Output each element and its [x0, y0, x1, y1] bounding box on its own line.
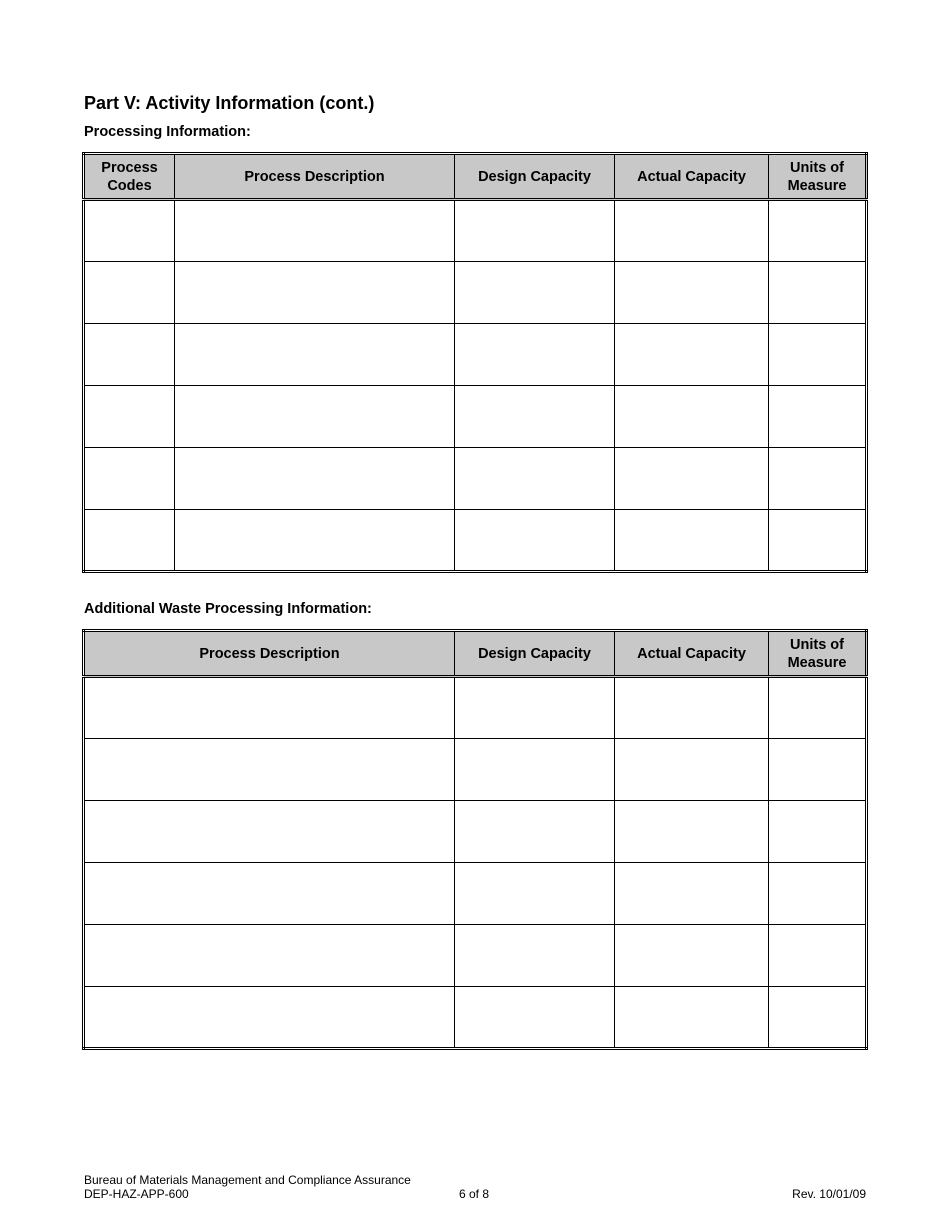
design-capacity-input[interactable]	[455, 863, 614, 924]
actual-capacity-cell	[615, 448, 769, 510]
actual-capacity-cell	[615, 863, 769, 925]
units-of-measure-cell	[769, 262, 867, 324]
units-of-measure-cell	[769, 739, 867, 801]
process-description-header: Process Description	[175, 154, 455, 200]
actual-capacity-input[interactable]	[615, 448, 768, 509]
design-capacity-input[interactable]	[455, 386, 614, 447]
process-description-cell	[84, 801, 455, 863]
design-capacity-cell	[455, 510, 615, 572]
units-of-measure-cell	[769, 925, 867, 987]
actual-capacity-cell	[615, 200, 769, 262]
process-description-cell	[84, 925, 455, 987]
process-description-cell	[175, 448, 455, 510]
process-description-cell	[175, 324, 455, 386]
process-codes-input[interactable]	[85, 324, 174, 385]
process-description-input[interactable]	[175, 510, 454, 570]
design-capacity-cell	[455, 739, 615, 801]
units-of-measure-header: Units of Measure	[769, 631, 867, 677]
process-description-cell	[175, 200, 455, 262]
actual-capacity-header: Actual Capacity	[615, 154, 769, 200]
actual-capacity-input[interactable]	[615, 863, 768, 924]
process-codes-cell	[84, 448, 175, 510]
actual-capacity-input[interactable]	[615, 739, 768, 800]
additional-processing-rows	[84, 677, 867, 1049]
design-capacity-input[interactable]	[455, 678, 614, 738]
units-of-measure-input[interactable]	[769, 386, 865, 447]
process-codes-cell	[84, 200, 175, 262]
footer-bureau: Bureau of Materials Management and Compliance Assurance	[84, 1173, 411, 1187]
table-row	[84, 987, 867, 1049]
process-codes-header: Process Codes	[84, 154, 175, 200]
design-capacity-header: Design Capacity	[455, 154, 615, 200]
footer-revision: Rev. 10/01/09	[792, 1187, 866, 1201]
table-header-row	[84, 631, 867, 677]
table-row	[84, 677, 867, 739]
actual-capacity-header: Actual Capacity	[615, 631, 769, 677]
process-codes-input[interactable]	[85, 262, 174, 323]
units-of-measure-cell	[769, 987, 867, 1049]
design-capacity-cell	[455, 801, 615, 863]
actual-capacity-cell	[615, 801, 769, 863]
processing-info-table	[82, 152, 868, 573]
actual-capacity-input[interactable]	[615, 201, 768, 261]
process-codes-cell	[84, 386, 175, 448]
actual-capacity-cell	[615, 510, 769, 572]
actual-capacity-input[interactable]	[615, 678, 768, 738]
page-footer	[84, 1173, 866, 1201]
design-capacity-input[interactable]	[455, 448, 614, 509]
design-capacity-cell	[455, 324, 615, 386]
units-of-measure-input[interactable]	[769, 739, 865, 800]
process-description-input[interactable]	[175, 262, 454, 323]
units-of-measure-input[interactable]	[769, 324, 865, 385]
design-capacity-input[interactable]	[455, 324, 614, 385]
process-description-input[interactable]	[85, 925, 454, 986]
table-row	[84, 448, 867, 510]
actual-capacity-cell	[615, 925, 769, 987]
units-of-measure-cell	[769, 386, 867, 448]
design-capacity-cell	[455, 448, 615, 510]
design-capacity-header: Design Capacity	[455, 631, 615, 677]
units-of-measure-input[interactable]	[769, 262, 865, 323]
units-of-measure-cell	[769, 801, 867, 863]
process-description-cell	[84, 739, 455, 801]
table-row	[84, 510, 867, 572]
process-codes-cell	[84, 262, 175, 324]
table-row	[84, 863, 867, 925]
units-of-measure-input[interactable]	[769, 801, 865, 862]
units-of-measure-input[interactable]	[769, 863, 865, 924]
actual-capacity-cell	[615, 324, 769, 386]
units-of-measure-input[interactable]	[769, 678, 865, 738]
table-row	[84, 200, 867, 262]
process-description-input[interactable]	[175, 448, 454, 509]
process-description-input[interactable]	[85, 678, 454, 738]
actual-capacity-input[interactable]	[615, 987, 768, 1047]
table-row	[84, 386, 867, 448]
actual-capacity-input[interactable]	[615, 510, 768, 570]
actual-capacity-cell	[615, 987, 769, 1049]
process-codes-cell	[84, 324, 175, 386]
additional-processing-title: Additional Waste Processing Information:	[84, 601, 372, 617]
design-capacity-input[interactable]	[455, 801, 614, 862]
page-title: Part V: Activity Information (cont.)	[84, 93, 375, 113]
units-of-measure-input[interactable]	[769, 510, 865, 570]
table-row	[84, 739, 867, 801]
process-description-cell	[84, 677, 455, 739]
process-codes-cell	[84, 510, 175, 572]
units-of-measure-cell	[769, 863, 867, 925]
design-capacity-cell	[455, 262, 615, 324]
design-capacity-input[interactable]	[455, 262, 614, 323]
units-of-measure-input[interactable]	[769, 448, 865, 509]
process-description-cell	[175, 262, 455, 324]
table-row	[84, 801, 867, 863]
table-row	[84, 925, 867, 987]
footer-page-number: 6 of 8	[459, 1187, 490, 1201]
table-row	[84, 262, 867, 324]
process-description-input[interactable]	[175, 324, 454, 385]
design-capacity-cell	[455, 386, 615, 448]
actual-capacity-input[interactable]	[615, 324, 768, 385]
units-of-measure-cell	[769, 200, 867, 262]
processing-info-title: Processing Information:	[84, 124, 251, 140]
actual-capacity-cell	[615, 386, 769, 448]
process-description-input[interactable]	[175, 201, 454, 261]
design-capacity-input[interactable]	[455, 739, 614, 800]
actual-capacity-cell	[615, 262, 769, 324]
units-of-measure-input[interactable]	[769, 925, 865, 986]
process-description-cell	[84, 863, 455, 925]
process-description-input[interactable]	[175, 386, 454, 447]
table-header-row	[84, 154, 867, 200]
design-capacity-input[interactable]	[455, 510, 614, 570]
actual-capacity-cell	[615, 677, 769, 739]
process-description-cell	[175, 386, 455, 448]
units-of-measure-header: Units of Measure	[769, 154, 867, 200]
footer-form-id: DEP-HAZ-APP-600	[84, 1187, 189, 1201]
design-capacity-input[interactable]	[455, 201, 614, 261]
actual-capacity-input[interactable]	[615, 801, 768, 862]
processing-info-rows	[84, 200, 867, 572]
design-capacity-input[interactable]	[455, 987, 614, 1047]
actual-capacity-cell	[615, 739, 769, 801]
process-description-input[interactable]	[85, 863, 454, 924]
actual-capacity-input[interactable]	[615, 386, 768, 447]
process-description-input[interactable]	[85, 739, 454, 800]
process-codes-input[interactable]	[85, 201, 174, 261]
design-capacity-cell	[455, 987, 615, 1049]
design-capacity-cell	[455, 200, 615, 262]
process-description-input[interactable]	[85, 987, 454, 1047]
process-description-cell	[84, 987, 455, 1049]
process-description-input[interactable]	[85, 801, 454, 862]
process-codes-input[interactable]	[85, 386, 174, 447]
units-of-measure-cell	[769, 448, 867, 510]
additional-processing-table	[82, 629, 868, 1050]
process-description-header: Process Description	[84, 631, 455, 677]
units-of-measure-cell	[769, 510, 867, 572]
table-row	[84, 324, 867, 386]
design-capacity-cell	[455, 677, 615, 739]
process-codes-input[interactable]	[85, 448, 174, 509]
design-capacity-cell	[455, 925, 615, 987]
design-capacity-input[interactable]	[455, 925, 614, 986]
actual-capacity-input[interactable]	[615, 925, 768, 986]
units-of-measure-input[interactable]	[769, 987, 865, 1047]
design-capacity-cell	[455, 863, 615, 925]
units-of-measure-input[interactable]	[769, 201, 865, 261]
process-codes-input[interactable]	[85, 510, 174, 570]
units-of-measure-cell	[769, 324, 867, 386]
actual-capacity-input[interactable]	[615, 262, 768, 323]
units-of-measure-cell	[769, 677, 867, 739]
process-description-cell	[175, 510, 455, 572]
